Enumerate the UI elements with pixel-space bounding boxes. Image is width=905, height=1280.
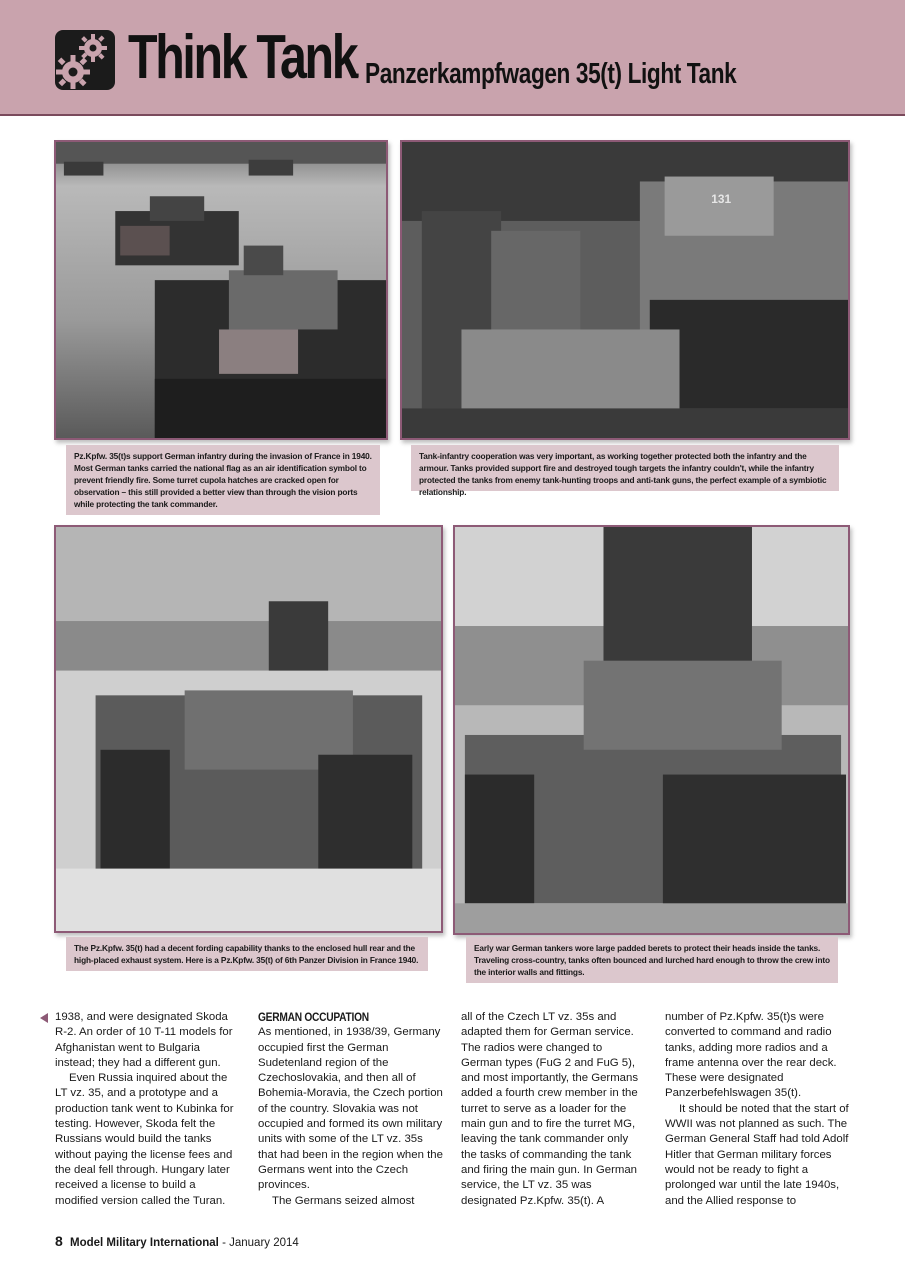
page-subtitle: - Panzerkampfwagen 35(t) Light Tank [352, 58, 737, 90]
caption-photo-4: Early war German tankers wore large padded berets to protect their heads inside the tanks. Traveling cross-country, tanks often bounced and lurched hard enough to throw the crew into the interior walls and fittings. [466, 937, 838, 983]
article-column-4 [665, 1010, 850, 1209]
page-footer [55, 1233, 299, 1249]
paragraph: number of Pz.Kpfw. 35(t)s were converted to command and radio tanks, adding more radios and a frame antenna over the rear deck. These were designated Panzerbefehlswagen 35(t). [665, 1011, 837, 1100]
section-heading: GERMAN OCCUPATION [258, 1010, 369, 1024]
article-column-3 [461, 1010, 646, 1209]
magazine-name: Model Military International [70, 1237, 219, 1249]
issue-date: - January 2014 [222, 1237, 299, 1249]
article-column-2 [258, 1010, 443, 1209]
header-band [0, 0, 905, 116]
paragraph: As mentioned, in 1938/39, Germany occupied first the German Sudetenland region of the Czechoslovakia, and then all of Bohemia-Moravia, the Czech portion of the country. Slovakia was not occupied and formed its own military units with some of the LT vz. 35s that had been in the region when the Germans went into the Czech provinces. [258, 1026, 443, 1192]
continued-arrow-icon [40, 1013, 48, 1023]
tank-photo-2 [400, 140, 850, 440]
caption-photo-2: Tank-infantry cooperation was very important, as working together protected both the infantry and the armour. Tanks provided support fire and destroyed tough targets the infantry couldn't, while the infantry protected the tanks from enemy tank-hunting troops and anti-tank guns, the perfect example of a symbiotic relationship. [411, 445, 839, 491]
gears-icon [55, 30, 115, 90]
paragraph: all of the Czech LT vz. 35s and adapted them for German service. The radios were changed to German types (FuG 2 and FuG 5), and most importantly, the Germans added a fourth crew member in the turret to serve as a loader for the main gun and to fire the turret MG, leaving the tank commander only the tasks of commanding the tank and firing the main gun. In German service, the LT vz. 35 was designated Pz.Kpfw. 35(t). A [461, 1011, 639, 1207]
paragraph: Even Russia inquired about the LT vz. 35, and a prototype and a production tank went to Kubinka for testing. However, Skoda felt the Russians would build the tanks without paying the license fees and the deal fell through. Hungary later received a license to build a modified version called the Turan. [55, 1072, 234, 1207]
article-column-1 [55, 1010, 240, 1209]
caption-photo-3: The Pz.Kpfw. 35(t) had a decent fording capability thanks to the enclosed hull rear and the high-placed exhaust system. Here is a Pz.Kpfw. 35(t) of 6th Panzer Division in France 1940. [66, 937, 428, 971]
paragraph: It should be noted that the start of WWII was not planned as such. The German General Staff had told Adolf Hitler that German military forces would not be ready to fight a prolonged war until the late 1940s, and the Allied response to [665, 1102, 849, 1207]
caption-photo-1: Pz.Kpfw. 35(t)s support German infantry during the invasion of France in 1940. Most German tanks carried the national flag as an air identification symbol to prevent friendly fire. Some turret cupola hatches are cracked open for observation – this still provided a better view than through the vision ports while protecting the tank commander. [66, 445, 380, 515]
tank-photo-4 [453, 525, 850, 935]
page-title: Think Tank [128, 23, 357, 92]
tank-photo-1 [54, 140, 388, 440]
tank-photo-3 [54, 525, 443, 933]
page-number: 8 [55, 1233, 63, 1249]
paragraph: 1938, and were designated Skoda R-2. An order of 10 T-11 models for Afghanistan went to Bulgaria instead; they had a different gun. [55, 1011, 233, 1069]
paragraph: The Germans seized almost [272, 1194, 415, 1207]
turret-number: 131 [711, 192, 732, 207]
